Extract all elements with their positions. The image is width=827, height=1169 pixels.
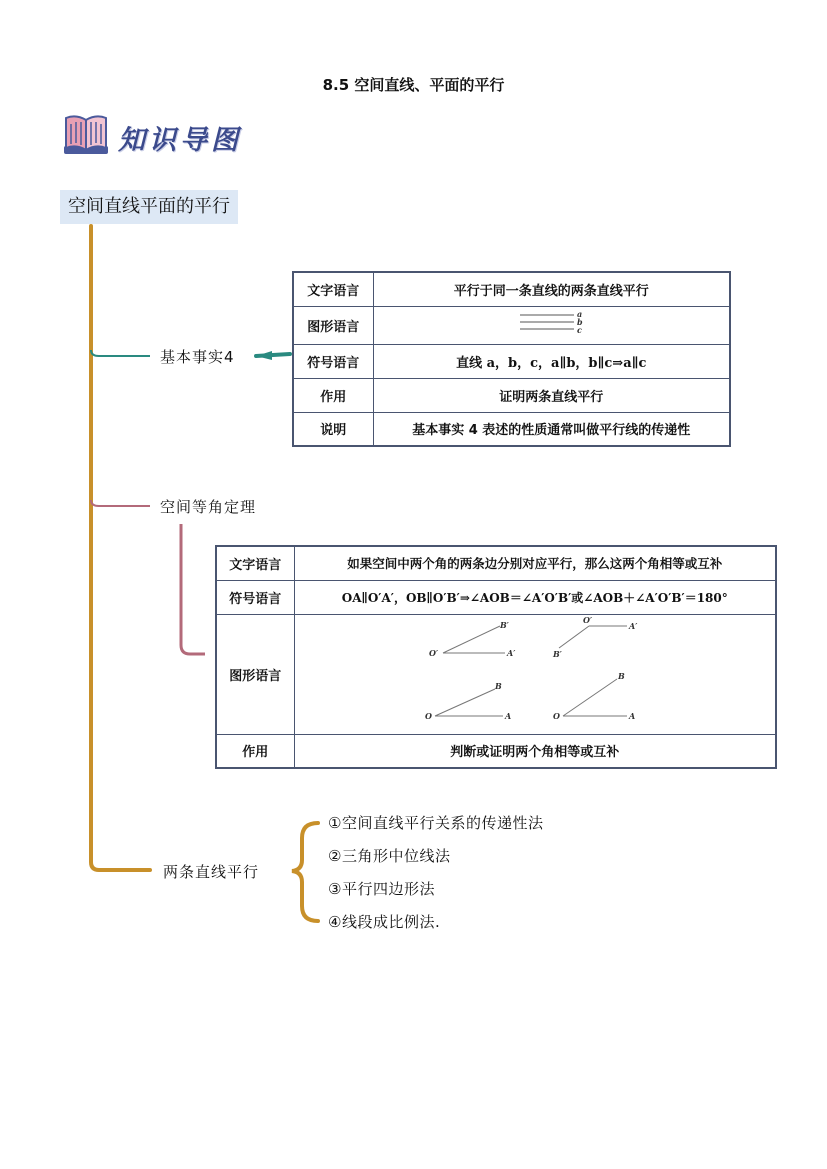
mindmap-root: 空间直线平面的平行	[60, 190, 238, 224]
label-a-prime-2: A′	[628, 621, 637, 631]
line-label-b: b	[577, 317, 583, 327]
branch-label-equal-angle: 空间等角定理	[160, 498, 257, 516]
label-o: O	[424, 711, 432, 721]
table-key: 符号语言	[216, 580, 294, 614]
table-value: 基本事实 4 表述的性质通常叫做平行线的传递性	[373, 412, 730, 446]
table-row	[293, 412, 730, 446]
table-value: OA∥O′A′，OB∥O′B′⇒∠AOB＝∠A′O′B′或∠AOB＋∠A′O′B′＝180°	[294, 580, 776, 614]
table-row	[293, 378, 730, 412]
branch-label-two-parallel-lines: 两条直线平行	[163, 863, 260, 881]
table-value: 平行于同一条直线的两条直线平行	[373, 272, 730, 306]
parallel-lines-diagram-cell	[373, 306, 730, 344]
label-a-2: A	[628, 711, 635, 721]
label-b-prime: B′	[499, 620, 509, 630]
label-b-prime-2: B′	[552, 649, 562, 659]
equal-angle-table	[215, 545, 777, 769]
table-key: 作用	[216, 734, 294, 768]
parallel-lines-diagram	[516, 310, 586, 336]
method-item: ①空间直线平行关系的传递性法	[328, 814, 544, 832]
table-value: 如果空间中两个角的两条边分别对应平行，那么这两个角相等或互补	[294, 546, 776, 580]
method-item: ②三角形中位线法	[328, 847, 451, 865]
method-item: ④线段成比例法.	[328, 913, 441, 931]
label-o-2: O	[552, 711, 560, 721]
label-a-prime: A′	[506, 648, 515, 658]
line-label-a: a	[577, 310, 583, 319]
table-row	[293, 306, 730, 344]
label-b: B	[494, 681, 502, 691]
table-row	[293, 344, 730, 378]
table-key: 作用	[293, 378, 373, 412]
method-item: ③平行四边形法	[328, 880, 435, 898]
table-key: 图形语言	[293, 306, 373, 344]
label-b-2: B	[617, 671, 625, 681]
table-key: 说明	[293, 412, 373, 446]
fact4-table	[292, 271, 731, 447]
table-key: 文字语言	[216, 546, 294, 580]
label-o-prime: O′	[428, 648, 438, 658]
table-value: 判断或证明两个角相等或互补	[294, 734, 776, 768]
angle-diagram-cell	[294, 614, 776, 734]
branch-label-fact4: 基本事实4	[160, 348, 235, 366]
table-row	[216, 734, 776, 768]
table-value: 直线 a，b，c，a∥b，b∥c⇒a∥c	[373, 344, 730, 378]
table-value: 证明两条直线平行	[373, 378, 730, 412]
table-key: 符号语言	[293, 344, 373, 378]
document-title: 8.5 空间直线、平面的平行	[322, 76, 505, 94]
section-heading: 知识导图	[118, 125, 242, 156]
table-key: 图形语言	[216, 614, 294, 734]
table-row	[216, 580, 776, 614]
line-label-c: c	[577, 325, 583, 335]
label-o-prime-2: O′	[582, 615, 592, 625]
table-key: 文字语言	[293, 272, 373, 306]
angle-diagram	[295, 615, 775, 733]
label-a: A	[504, 711, 511, 721]
table-row	[216, 546, 776, 580]
table-row	[293, 272, 730, 306]
table-row	[216, 614, 776, 734]
